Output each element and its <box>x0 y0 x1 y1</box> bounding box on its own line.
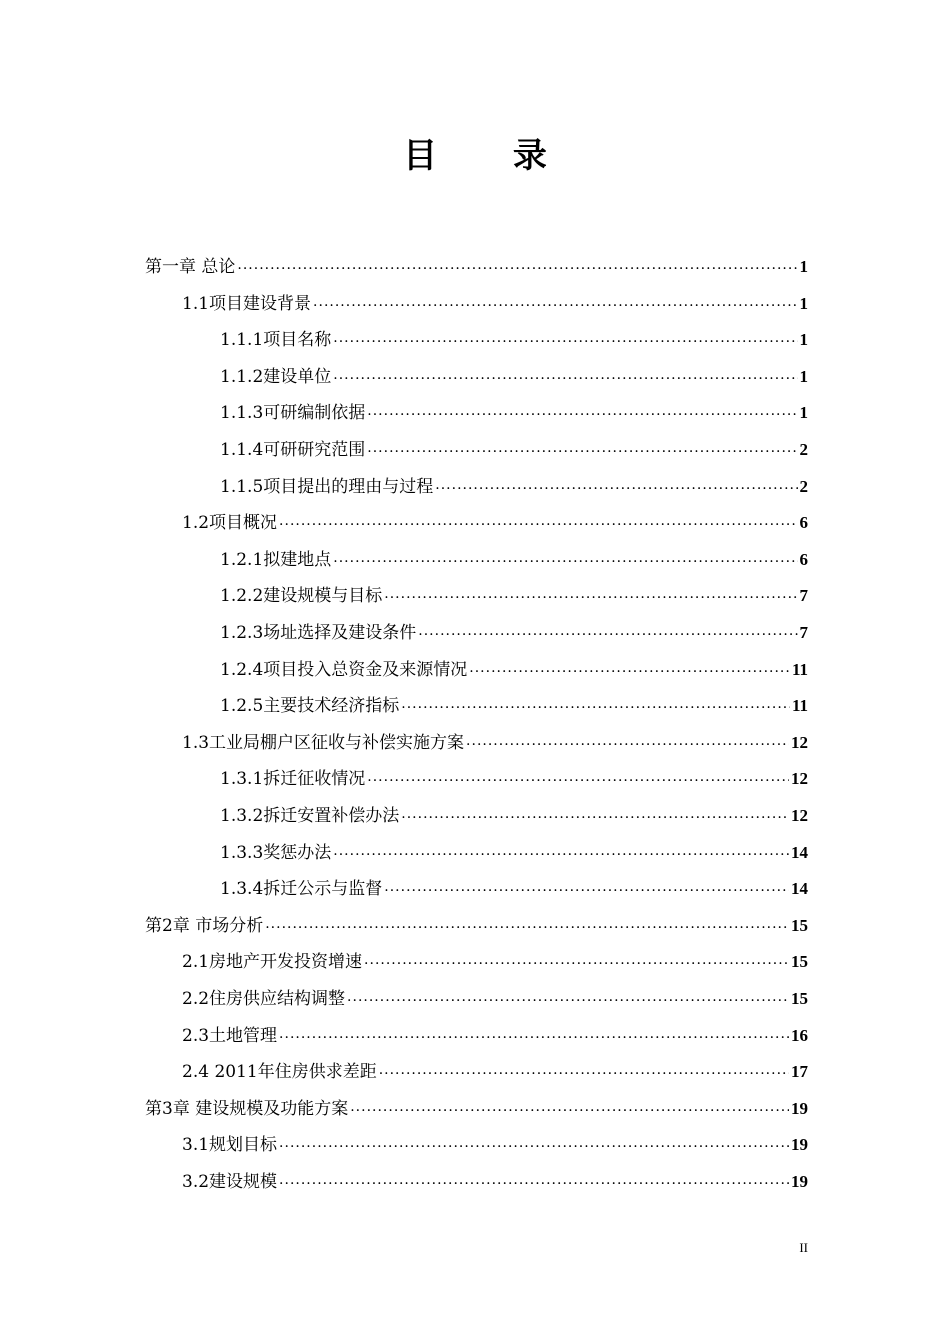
toc-entry-label: 1.1.1项目名称 <box>220 330 332 351</box>
toc-leader-dots <box>279 1027 789 1049</box>
toc-entry[interactable] <box>145 913 808 939</box>
toc-entry-page: 15 <box>791 915 808 935</box>
toc-entry-page: 12 <box>791 732 808 752</box>
toc-entry-label: 1.2.1拟建地点 <box>220 549 332 570</box>
toc-entry-label: 1.3.1拆迁征收情况 <box>220 769 366 790</box>
toc-entry-page: 6 <box>799 513 808 533</box>
toc-entry-page: 19 <box>791 1098 808 1118</box>
toc-entry-page: 19 <box>791 1135 808 1155</box>
toc-entry[interactable] <box>220 327 808 353</box>
toc-entry-label: 1.3.3奖惩办法 <box>220 842 332 863</box>
toc-entry-page: 1 <box>799 330 808 350</box>
toc-leader-dots <box>401 697 790 719</box>
toc-entry-page: 6 <box>799 549 808 569</box>
toc-leader-dots <box>279 514 797 536</box>
toc-entry-page: 14 <box>791 842 808 862</box>
toc-leader-dots <box>279 1173 789 1195</box>
toc-entry[interactable] <box>182 1023 808 1049</box>
toc-leader-dots <box>347 990 789 1012</box>
page-number: II <box>799 1240 808 1255</box>
toc-entry-label: 1.1.4可研研究范围 <box>220 440 366 460</box>
toc-entry[interactable] <box>220 583 808 609</box>
toc-leader-dots <box>333 368 797 390</box>
toc-entry[interactable] <box>220 657 808 683</box>
toc-leader-dots <box>418 624 797 646</box>
toc-leader-dots <box>384 587 797 609</box>
toc-entry-page: 15 <box>791 989 808 1008</box>
toc-entry-label: 第2章 市场分析 <box>145 915 264 936</box>
toc-entry-label: 第一章 总论 <box>145 257 236 277</box>
toc-entry-page: 2 <box>799 440 808 459</box>
toc-entry-label: 2.3土地管理 <box>182 1025 278 1046</box>
toc-entry[interactable] <box>182 1169 808 1195</box>
toc-leader-dots <box>379 1063 789 1085</box>
toc-entry-page: 1 <box>799 403 808 423</box>
toc-leader-dots <box>384 880 789 902</box>
toc-leader-dots <box>313 295 797 317</box>
toc-entry-label: 1.1.2建设单位 <box>220 366 332 387</box>
toc-entry[interactable] <box>220 547 808 573</box>
toc-entry-page: 12 <box>791 769 808 789</box>
toc-entry-label: 2.4 2011年住房供求差距 <box>182 1062 377 1083</box>
toc-entry[interactable] <box>220 400 808 426</box>
toc-entry[interactable] <box>220 620 808 646</box>
toc-leader-dots <box>350 1100 789 1122</box>
toc-entry-label: 1.2.2建设规模与目标 <box>220 586 383 607</box>
toc-entry[interactable] <box>182 949 808 975</box>
toc-leader-dots <box>265 917 789 939</box>
toc-entry-label: 1.3.4拆迁公示与监督 <box>220 879 383 900</box>
toc-entry-label: 3.1规划目标 <box>182 1135 278 1156</box>
toc-leader-dots <box>333 331 797 353</box>
toc-entry-label: 1.3.2拆迁安置补偿办法 <box>220 806 400 826</box>
toc-entry[interactable] <box>220 474 808 500</box>
toc-entry[interactable] <box>182 291 808 317</box>
toc-leader-dots <box>333 551 797 573</box>
toc-entry-page: 16 <box>791 1025 808 1045</box>
toc-entry-label: 第3章 建设规模及功能方案 <box>145 1098 349 1119</box>
toc-entry[interactable] <box>182 1132 808 1158</box>
toc-entry[interactable] <box>220 803 808 829</box>
toc-leader-dots <box>237 258 797 280</box>
toc-leader-dots <box>469 661 790 683</box>
toc-leader-dots <box>367 770 789 792</box>
toc-entry-label: 2.1房地产开发投资增速 <box>182 952 363 973</box>
toc-entry-page: 7 <box>799 586 808 606</box>
toc-entry-label: 1.1.3可研编制依据 <box>220 403 366 424</box>
toc-entry[interactable] <box>220 364 808 390</box>
page-title: 目 录 <box>403 136 579 176</box>
toc-entry-page: 15 <box>791 952 808 972</box>
toc-entry[interactable] <box>220 840 808 866</box>
toc-entry-page: 1 <box>799 257 808 276</box>
toc-entry[interactable] <box>145 1096 808 1122</box>
toc-entry[interactable] <box>220 693 808 719</box>
toc-entry-label: 1.1.5项目提出的理由与过程 <box>220 476 434 497</box>
toc-leader-dots <box>367 404 797 426</box>
toc-leader-dots <box>435 478 797 500</box>
toc-entry-page: 19 <box>791 1172 808 1191</box>
toc-leader-dots <box>401 807 789 829</box>
toc-entry-page: 1 <box>799 293 808 313</box>
toc-entry-label: 1.2.5主要技术经济指标 <box>220 696 400 717</box>
toc-entry-label: 3.2建设规模 <box>182 1172 278 1192</box>
toc-leader-dots <box>364 953 789 975</box>
toc-entry-page: 1 <box>799 366 808 386</box>
toc-entry[interactable] <box>220 766 808 792</box>
toc-leader-dots <box>367 441 797 463</box>
toc-entry-page: 17 <box>791 1062 808 1082</box>
toc-entry-label: 1.1项目建设背景 <box>182 293 312 314</box>
toc-entry-page: 12 <box>791 806 808 825</box>
toc-entry[interactable] <box>220 876 808 902</box>
toc-entry-label: 1.2.3场址选择及建设条件 <box>220 623 417 643</box>
toc-entry[interactable] <box>182 510 808 536</box>
toc-entry-label: 2.2住房供应结构调整 <box>182 989 346 1009</box>
toc-entry-label: 1.2.4项目投入总资金及来源情况 <box>220 659 468 680</box>
toc-entry-page: 11 <box>791 696 808 716</box>
toc-entry-page: 11 <box>791 659 808 679</box>
toc-entry-page: 2 <box>799 476 808 496</box>
toc-leader-dots <box>279 1136 789 1158</box>
toc-entry[interactable] <box>182 1059 808 1085</box>
toc-leader-dots <box>333 844 789 866</box>
toc-entry-page: 14 <box>791 879 808 899</box>
toc-entry-label: 1.2项目概况 <box>182 513 278 534</box>
toc-entry[interactable] <box>182 730 808 756</box>
toc-entry[interactable] <box>182 986 808 1012</box>
toc-entry-page: 7 <box>799 623 808 642</box>
toc-leader-dots <box>466 734 789 756</box>
toc-entry[interactable] <box>220 437 808 463</box>
toc-entry-label: 1.3工业局棚户区征收与补偿实施方案 <box>182 732 465 753</box>
toc-entry[interactable] <box>145 254 808 280</box>
